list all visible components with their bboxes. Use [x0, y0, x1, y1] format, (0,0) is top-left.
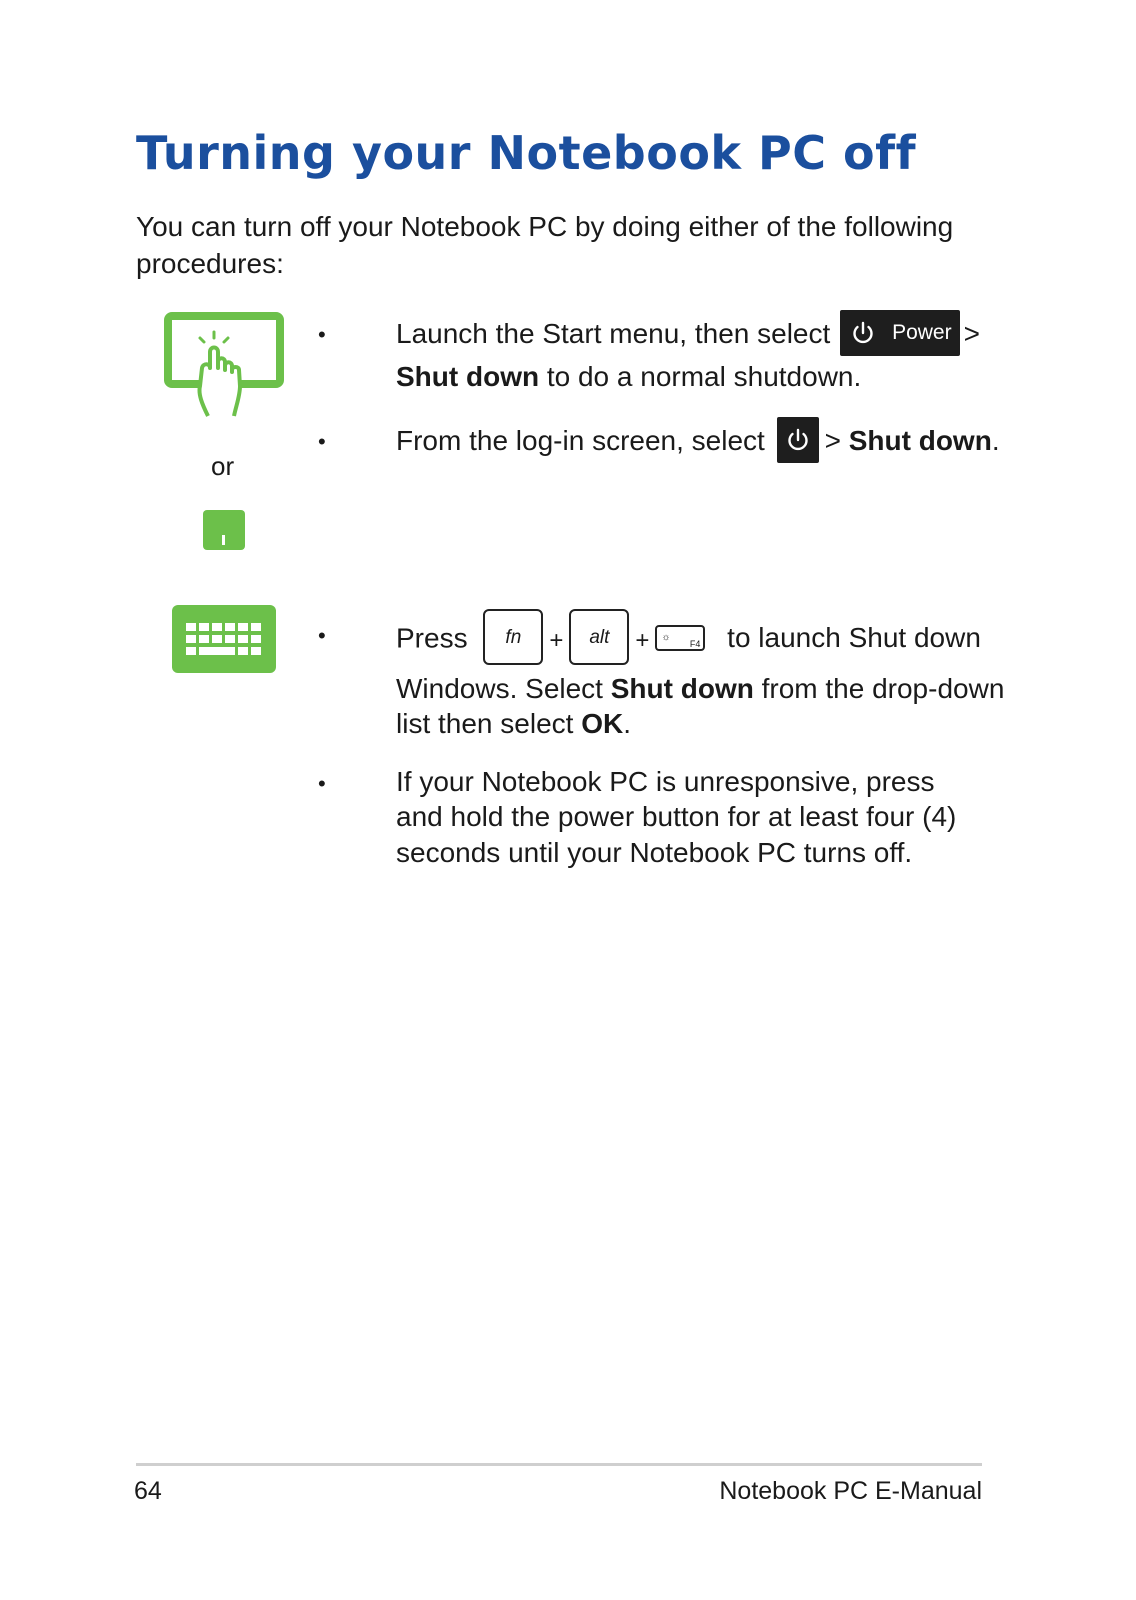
f4-key	[655, 625, 705, 651]
f4-key-label: F4	[689, 639, 701, 649]
shut-down-label: Shut down	[610, 673, 754, 704]
power-menu-button	[840, 310, 960, 356]
fn-key: fn	[483, 609, 543, 665]
touch-bullet1-line2	[396, 358, 861, 395]
press-label: Press	[396, 622, 468, 654]
touch-bullet1-text: Launch the Start menu, then select	[396, 318, 831, 349]
intro-text: You can turn off your Notebook PC by doing either of the following procedures:	[136, 211, 954, 279]
bullet-marker: •	[318, 771, 326, 796]
keyboard-bullet1-text: to launch Shut down	[727, 622, 981, 654]
manual-title: Notebook PC E-Manual	[719, 1477, 982, 1505]
menu-separator: >	[963, 318, 980, 349]
ok-label: OK	[581, 708, 624, 739]
power-icon	[785, 427, 811, 453]
text-span: Windows. Select	[396, 673, 611, 704]
period: .	[623, 708, 631, 739]
keyboard-bullet2-line3: seconds until your Notebook PC turns off.	[396, 837, 913, 868]
bullet-marker: •	[318, 623, 326, 648]
shut-down-label: Shut down	[848, 425, 992, 456]
touchpad-icon	[202, 509, 246, 551]
power-icon	[850, 320, 876, 346]
footer-divider	[136, 1463, 982, 1466]
page-number: 64	[134, 1477, 162, 1505]
text-span: list then select	[396, 708, 582, 739]
plus-sign: +	[549, 626, 564, 654]
touchscreen-tap-icon	[164, 312, 288, 420]
text-span: from the drop-down	[753, 673, 1005, 704]
bullet-marker: •	[318, 429, 326, 454]
touch-bullet2-line	[396, 422, 1000, 463]
page-title: Turning your Notebook PC off	[136, 126, 917, 180]
shut-down-label: Shut down	[396, 361, 540, 392]
alt-key: alt	[569, 609, 629, 665]
touch-bullet1-line1	[396, 315, 980, 356]
menu-separator: >	[824, 425, 841, 456]
keyboard-bullet2-line1: If your Notebook PC is unresponsive, press	[396, 766, 935, 797]
keyboard-bullet1-line3	[396, 705, 631, 742]
keyboard-icon	[172, 605, 276, 673]
plus-sign: +	[635, 626, 650, 654]
login-power-button	[777, 417, 819, 463]
touch-bullet2-text: From the log-in screen, select	[396, 425, 765, 456]
period: .	[991, 425, 1000, 456]
or-label: or	[211, 451, 235, 481]
keyboard-bullet1-line2	[396, 670, 1004, 707]
keyboard-bullet2-line2: and hold the power button for at least four (4)	[396, 801, 957, 832]
keyboard-bullet1-line1	[396, 615, 981, 665]
bullet-marker: •	[318, 322, 326, 347]
brightness-icon: ☼	[661, 632, 671, 643]
touch-bullet1-text2: to do a normal shutdown.	[539, 361, 862, 392]
power-button-label: Power	[892, 321, 952, 345]
